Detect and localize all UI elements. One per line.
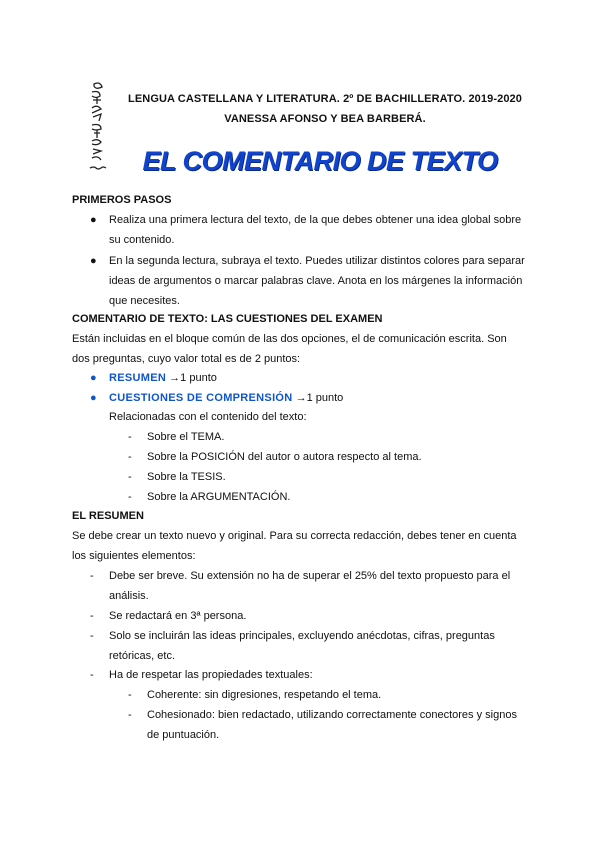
dash-icon: - — [128, 451, 132, 463]
sublist-item-text: de puntuación. — [147, 729, 220, 741]
list-item-text: Se redactará en 3ª persona. — [109, 610, 247, 622]
list-item — [90, 388, 530, 408]
list-item-text: Debe ser breve. Su extensión no ha de superar el 25% del texto propuesto para el — [109, 570, 511, 582]
authors: VANESSA AFONSO Y BEA BARBERÁ. — [224, 113, 426, 125]
list-item-text: retóricas, etc. — [109, 650, 176, 662]
list-item-text: análisis. — [109, 590, 149, 602]
dash-icon: - — [90, 630, 94, 642]
dash-icon: - — [128, 491, 132, 503]
dash-icon: - — [128, 689, 132, 701]
points-value: 1 punto — [306, 392, 344, 404]
dash-icon: - — [90, 610, 94, 622]
arrow-icon: → — [169, 372, 181, 384]
dash-icon: - — [128, 709, 132, 721]
sublist-item-text: Sobre la TESIS. — [147, 471, 226, 483]
bullet-icon: ● — [90, 255, 97, 267]
paragraph-line: Están incluidas en el bloque común de las dos opciones, el de comunicación escrita. Son — [72, 333, 507, 345]
paragraph — [72, 329, 528, 369]
list-item-text: su contenido. — [109, 234, 175, 246]
list-item-text: que necesites. — [109, 295, 180, 307]
arrow-icon: → — [295, 392, 307, 404]
list-item-text: ideas de argumentos o marcar palabras clave. Anota en los márgenes la información — [109, 275, 523, 287]
dash-icon: - — [90, 570, 94, 582]
list-item-text: Solo se incluirán las ideas principales, excluyendo anécdotas, cifras, preguntas — [109, 630, 495, 642]
section-heading-comentario: COMENTARIO DE TEXTO: LAS CUESTIONES DEL EXAMEN — [72, 313, 383, 325]
points-value: 1 punto — [180, 372, 217, 384]
page-title: EL COMENTARIO DE TEXTO — [142, 146, 498, 176]
sublist-item-text: Sobre la POSICIÓN del autor o autora respecto al tema. — [147, 451, 422, 463]
related-text: Relacionadas con el contenido del texto: — [109, 411, 307, 423]
paragraph-line: Se debe crear un texto nuevo y original. Para su correcta redacción, debes tener en cuenta — [72, 530, 517, 542]
list-item-text: En la segunda lectura, subraya el texto. Puedes utilizar distintos colores para separar — [109, 255, 525, 267]
bullet-icon: ● — [90, 372, 97, 384]
dash-icon: - — [128, 471, 132, 483]
paragraph — [72, 526, 528, 566]
dash-icon: - — [90, 669, 94, 681]
paragraph-line: dos preguntas, cuyo valor total es de 2 puntos: — [72, 353, 301, 365]
item-label-resumen: RESUMEN — [109, 372, 167, 384]
course-title: LENGUA CASTELLANA Y LITERATURA. 2º DE BACHILLERATO. 2019-2020 — [128, 93, 522, 105]
paragraph-line: los siguientes elementos: — [72, 550, 196, 562]
list-item — [90, 368, 530, 388]
sublist-item-text: Cohesionado: bien redactado, utilizando correctamente conectores y signos — [147, 709, 517, 721]
bullet-icon: ● — [90, 392, 97, 404]
dash-icon: - — [128, 431, 132, 443]
list-item-text: Ha de respetar las propiedades textuales: — [109, 669, 313, 681]
list-item — [90, 210, 530, 250]
bullet-icon: ● — [90, 214, 97, 226]
sublist-item-text: Sobre el TEMA. — [147, 431, 225, 443]
sublist-item-text: Coherente: sin digresiones, respetando el tema. — [147, 689, 382, 701]
section-heading-resumen: EL RESUMEN — [72, 510, 144, 522]
item-label-cuestiones: CUESTIONES DE COMPRENSIÓN — [109, 392, 293, 404]
section-heading-primeros-pasos: PRIMEROS PASOS — [72, 194, 172, 206]
list-item-text: Realiza una primera lectura del texto, de la que debes obtener una idea global sobre — [109, 214, 522, 226]
sublist-item-text: Sobre la ARGUMENTACIÓN. — [147, 491, 291, 503]
list-item — [90, 251, 530, 311]
